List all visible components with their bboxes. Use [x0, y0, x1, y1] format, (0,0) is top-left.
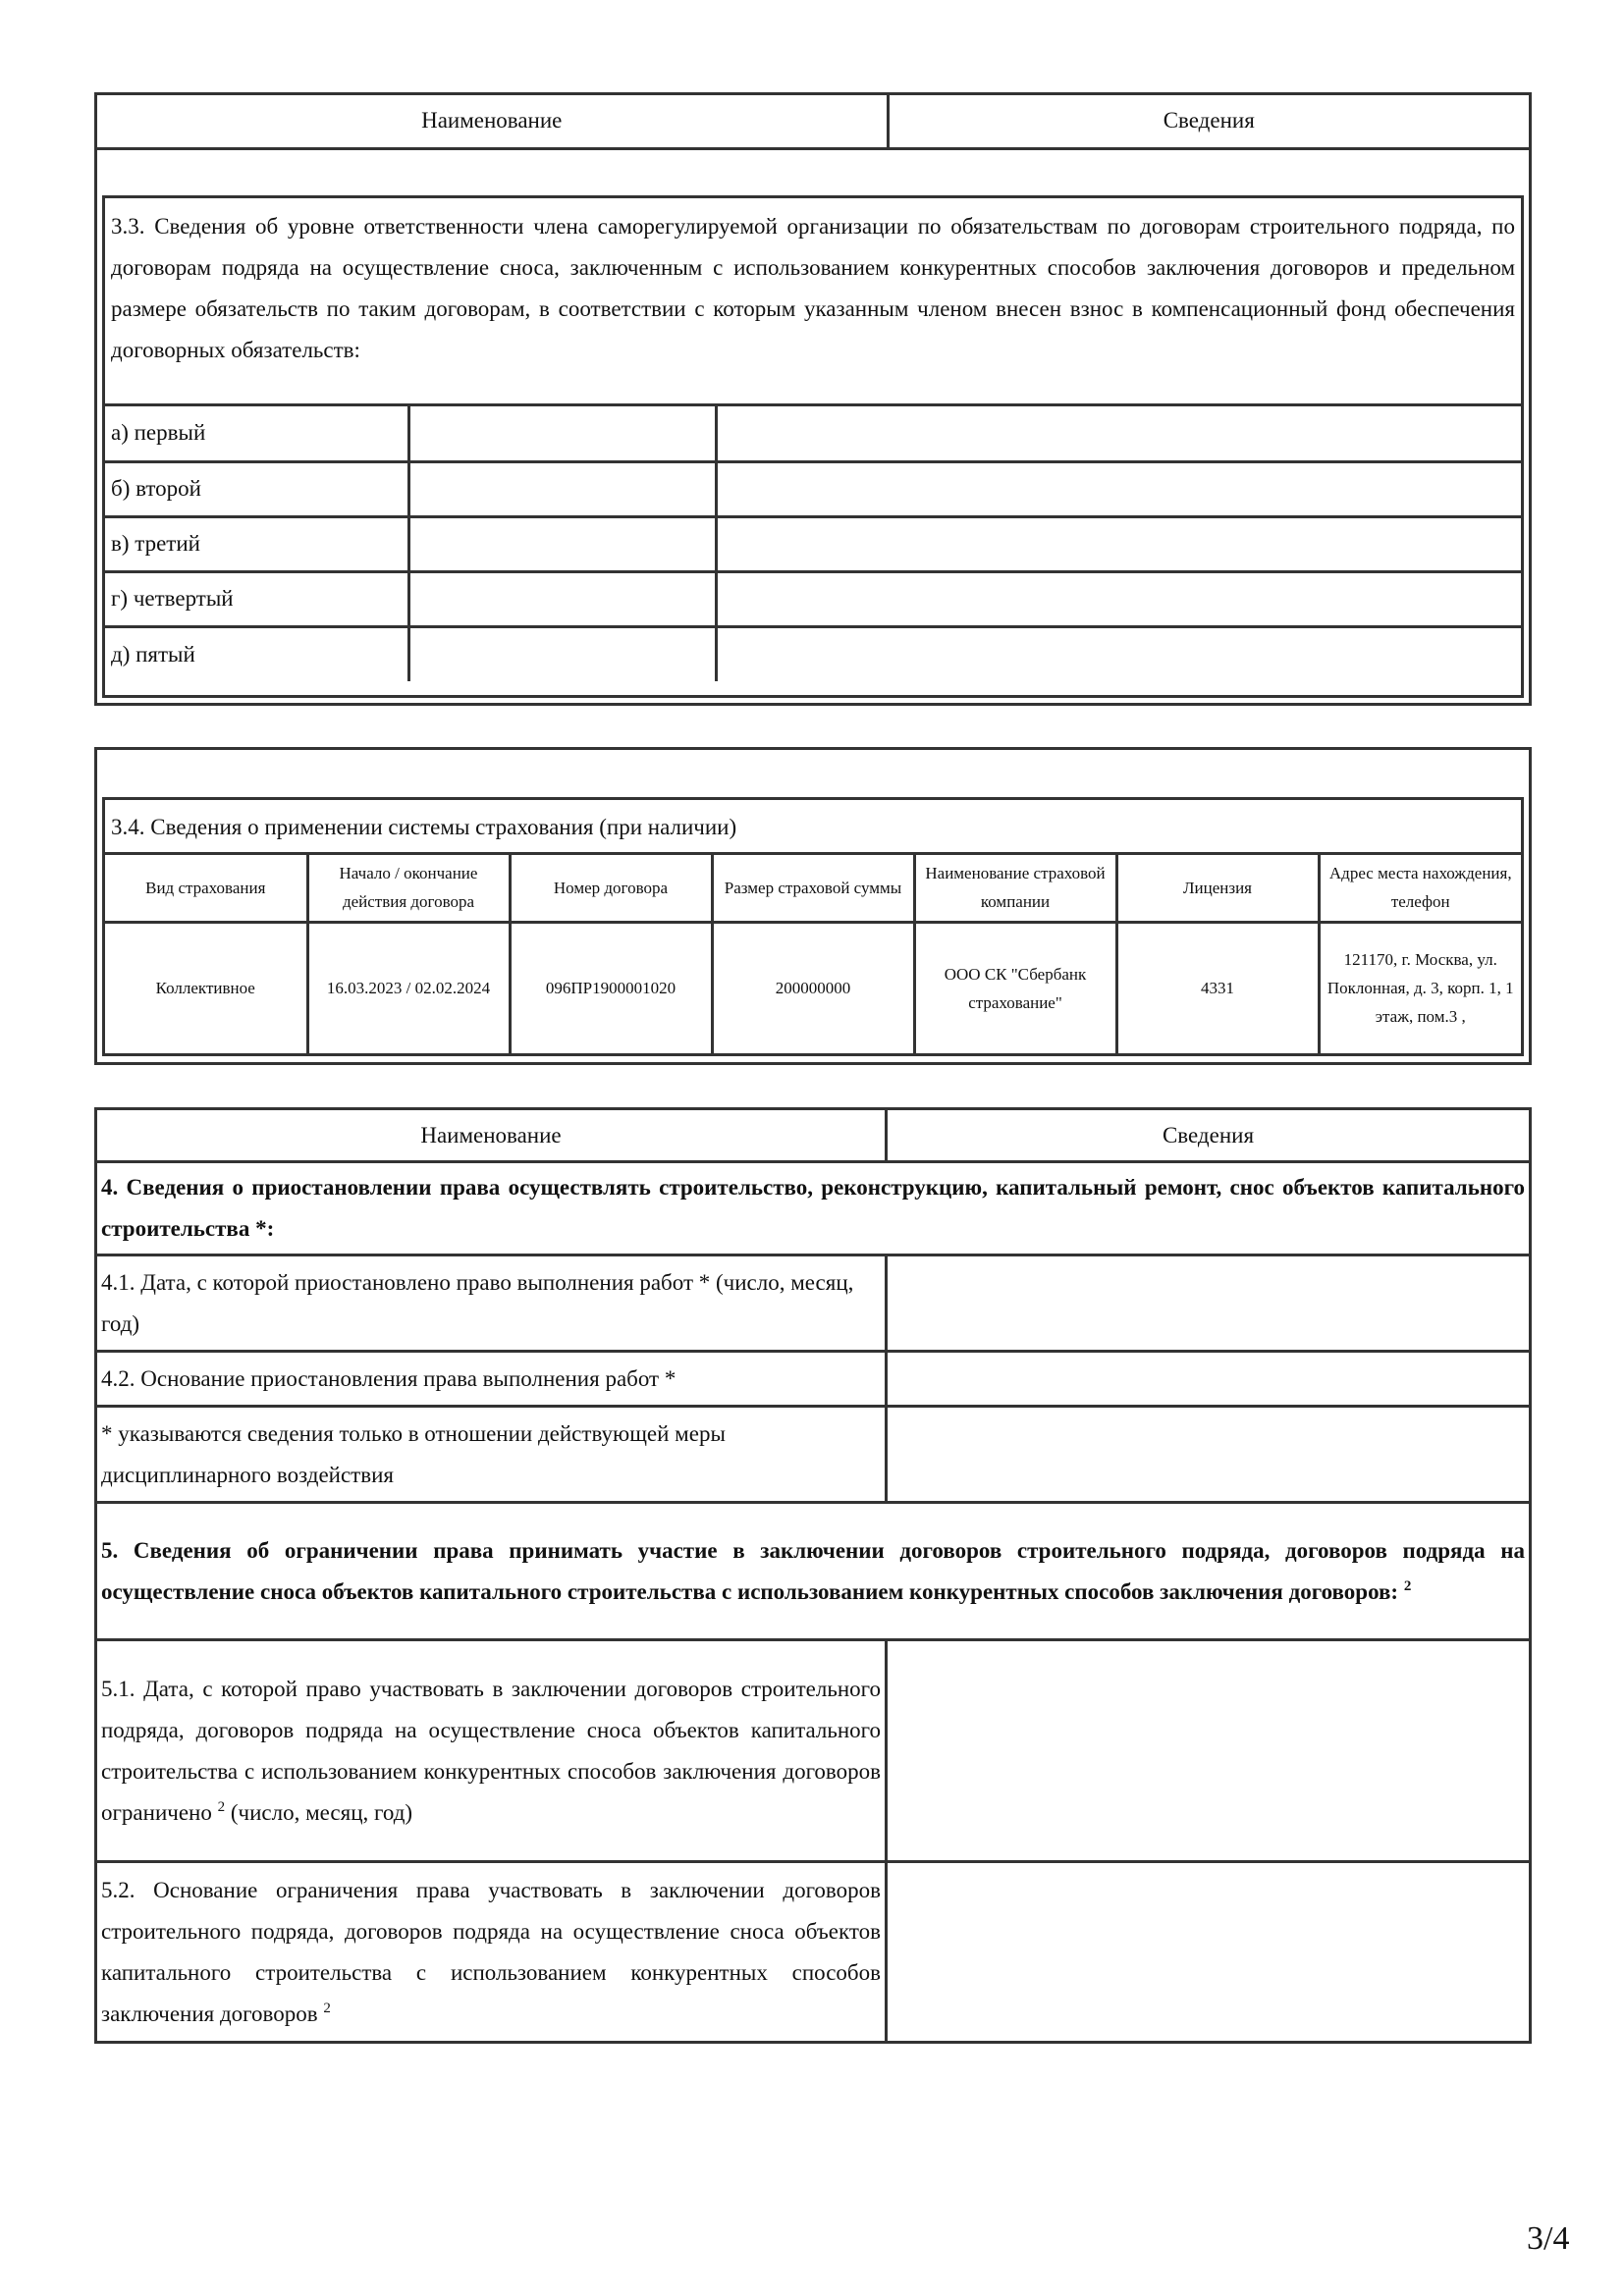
row-5-2-text: 5.2. Основание ограничения права участвовать в заключении договоров строительного подряда, договоров подряда на осуществление сноса объектов капитального строительства с использованием конкурентных способов заключения договоров: [101, 1877, 881, 2026]
level-label: д) пятый: [105, 626, 408, 681]
insurer-address: 121170, г. Москва, ул. Поклонная, д. 3, корп. 1, 1 этаж, пом.3 ,: [1319, 922, 1521, 1053]
level-label: г) четвертый: [105, 571, 408, 626]
levels-table: [105, 406, 1521, 681]
row-5-1-text: 5.1. Дата, с которой право участвовать в заключении договоров строительного подряда, договоров подряда на осуществление сноса объектов капитального строительства с использованием конкурентных способов заключения договоров ограничено: [101, 1676, 881, 1825]
contract-number: 096ПР1900001020: [510, 922, 712, 1053]
row-4-3-value: [887, 1407, 1531, 1503]
col-header: Лицензия: [1116, 855, 1319, 922]
table-row: [96, 1352, 1531, 1407]
insured-sum: 200000000: [712, 922, 914, 1053]
col-header: Адрес места нахождения, телефон: [1319, 855, 1521, 922]
footnote-ref: 2: [1403, 1577, 1412, 1594]
insurance-table: [105, 855, 1521, 1053]
level-label: в) третий: [105, 516, 408, 571]
row-4-1-value: [887, 1255, 1531, 1352]
table1-header: [97, 95, 1529, 150]
level-value-2: [716, 626, 1521, 681]
level-label: а) первый: [105, 406, 408, 461]
table-section-3-4: [94, 747, 1532, 1065]
section-5-title: [96, 1503, 1531, 1640]
header-name: Наименование: [97, 95, 888, 148]
section-5-title-text: 5. Сведения об ограничении права принимать участие в заключении договоров строительного подряда, договоров подряда на осуществление сноса объектов капитального строительства с использованием конкурентных способов заключения договоров:: [101, 1537, 1525, 1604]
footnote-ref: 2: [217, 1798, 226, 1815]
col-header: Размер страховой суммы: [712, 855, 914, 922]
level-value-1: [408, 406, 716, 461]
page-number: 3/4: [1527, 2220, 1570, 2257]
insurance-header-row: [105, 855, 1521, 922]
inner-table-3-4: [102, 797, 1524, 1056]
row-4-1-label: 4.1. Дата, с которой приостановлено право выполнения работ * (число, месяц, год): [96, 1255, 887, 1352]
footnote-asterisk: * указываются сведения только в отношении действующей меры дисциплинарного воздействия: [96, 1407, 887, 1503]
table-row: [105, 461, 1521, 516]
level-label: б) второй: [105, 461, 408, 516]
row-5-1-label: [96, 1640, 887, 1862]
contract-period: 16.03.2023 / 02.02.2024: [307, 922, 510, 1053]
header-info: Сведения: [887, 1109, 1531, 1162]
level-value-1: [408, 461, 716, 516]
row-4-2-label: 4.2. Основание приостановления права выполнения работ *: [96, 1352, 887, 1407]
table-row: [96, 1640, 1531, 1862]
level-value-1: [408, 516, 716, 571]
row-5-2-value: [887, 1862, 1531, 2043]
footnote-ref: 2: [323, 2000, 331, 2016]
header-info: Сведения: [888, 95, 1529, 148]
level-value-1: [408, 626, 716, 681]
inner-table-3-3: [102, 195, 1524, 698]
level-value-2: [716, 461, 1521, 516]
section-4-title: 4. Сведения о приостановлении права осуществлять строительство, реконструкцию, капитальный ремонт, снос объектов капитального строительства *:: [96, 1162, 1531, 1255]
row-5-1-tail: (число, месяц, год): [230, 1799, 413, 1825]
table-row: [96, 1407, 1531, 1503]
col-header: Вид страхования: [105, 855, 307, 922]
col-header: Начало / окончание действия договора: [307, 855, 510, 922]
row-4-2-value: [887, 1352, 1531, 1407]
section-3-4-title: 3.4. Сведения о применении системы страхования (при наличии): [105, 800, 1521, 855]
table-row: [105, 571, 1521, 626]
license: 4331: [1116, 922, 1319, 1053]
table-row: [96, 1862, 1531, 2043]
header-name: Наименование: [96, 1109, 887, 1162]
level-value-2: [716, 571, 1521, 626]
level-value-1: [408, 571, 716, 626]
table-row: [105, 626, 1521, 681]
table-sections-4-5: [94, 1107, 1532, 2044]
section-3-3-title: 3.3. Сведения об уровне ответственности члена саморегулируемой организации по обязательствам по договорам строительного подряда, по договорам подряда на осуществление сноса, заключенным с использованием конкурентных способов заключения договоров и предельном размере обязательств по таким договорам, в соответствии с которым указанным членом внесен взнос в компенсационный фонд обеспечения договорных обязательств:: [105, 198, 1521, 406]
table-row: [105, 516, 1521, 571]
row-5-1-value: [887, 1640, 1531, 1862]
insurance-type: Коллективное: [105, 922, 307, 1053]
table-row: [96, 1255, 1531, 1352]
insurer-name: ООО СК "Сбербанк страхование": [914, 922, 1116, 1053]
table-row: [105, 406, 1521, 461]
level-value-2: [716, 516, 1521, 571]
col-header: Наименование страховой компании: [914, 855, 1116, 922]
table-section-3-3: [94, 92, 1532, 706]
row-5-2-label: [96, 1862, 887, 2043]
col-header: Номер договора: [510, 855, 712, 922]
level-value-2: [716, 406, 1521, 461]
table-row: [105, 922, 1521, 1053]
